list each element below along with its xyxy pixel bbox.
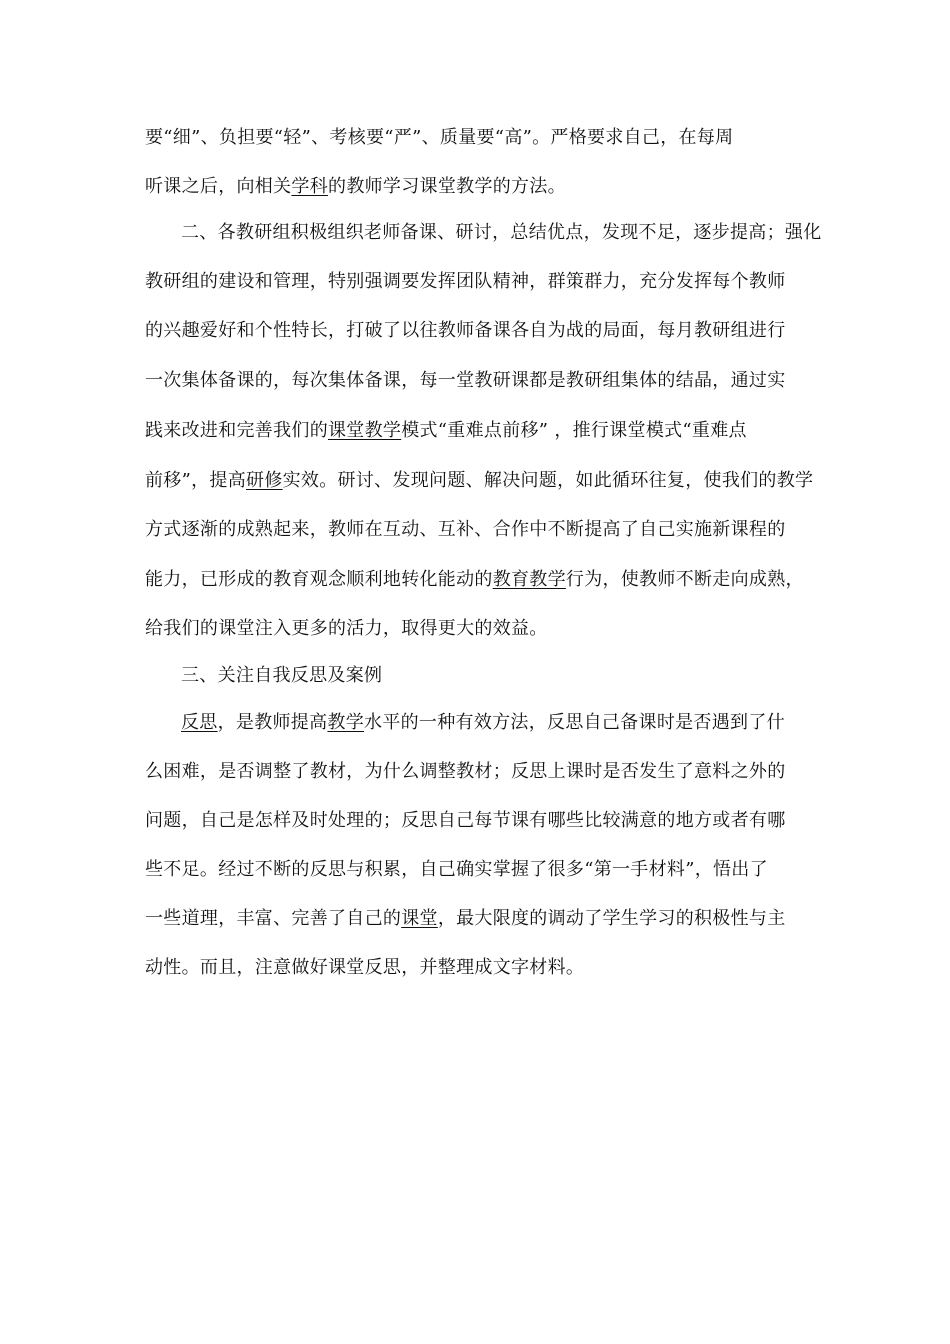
keyword-link[interactable]: 课堂教学 [328,420,402,441]
text-segment: 方式逐渐的成熟起来，教师在互动、互补、合作中不断提高了自己实施新课程的 [145,519,786,540]
text-segment: 教研组的建设和管理，特别强调要发挥团队精神，群策群力，充分发挥每个教师 [145,271,786,292]
keyword-link[interactable]: 反思 [181,712,218,733]
text-line [145,858,825,882]
text-line [145,469,825,493]
text-line [181,221,825,245]
text-segment: 些不足。经过不断的反思与积累，自己确实掌握了很多“第一手材料”，悟出了 [145,859,768,880]
keyword-link[interactable]: 课堂 [401,908,438,929]
text-line [145,617,825,641]
text-line [145,126,825,150]
text-segment: 听课之后，向相关 [145,176,292,197]
text-segment: 行为，使教师不断走向成熟， [565,569,804,590]
text-line [145,175,825,199]
text-line [145,907,825,931]
text-line [145,270,825,294]
keyword-link[interactable]: 研修 [246,470,283,491]
text-line [145,956,825,980]
text-line [145,319,825,343]
text-segment: ，是教师提高 [217,712,328,733]
text-segment: 实效。研讨、发现问题、解决问题，如此循环往复，使我们的教学 [282,470,814,491]
section-heading [181,664,825,688]
text-segment: 么困难，是否调整了教材，为什么调整教材；反思上课时是否发生了意料之外的 [145,761,786,782]
text-segment: 一次集体备课的，每次集体备课，每一堂教研课都是教研组集体的结晶，通过实 [145,370,786,391]
text-line [145,419,825,443]
keyword-link[interactable]: 教育教学 [492,569,566,590]
text-segment: 前移”，提高 [145,470,247,491]
text-segment: 动性。而且，注意做好课堂反思，并整理成文字材料。 [145,957,585,978]
text-segment: 二、各教研组积极组织老师备课、研讨，总结优点，发现不足，逐步提高；强化 [181,222,822,243]
keyword-link[interactable]: 教学 [327,712,365,733]
text-line [145,518,825,542]
text-segment: 的教师学习课堂教学的方法。 [328,176,566,197]
text-line [145,760,825,784]
text-line [145,369,825,393]
text-segment: 践来改进和完善我们的 [145,420,328,441]
text-segment: 三、关注自我反思及案例 [181,665,383,686]
text-line [145,809,825,833]
text-segment: 一些道理，丰富、完善了自己的 [145,908,402,929]
text-segment: 的兴趣爱好和个性特长，打破了以往教师备课各自为战的局面，每月教研组进行 [145,320,786,341]
text-line [181,711,825,735]
text-line [145,568,825,592]
text-segment: 要“细”、负担要“轻”、考核要“严”、质量要“高”。严格要求自己，在每周 [145,127,734,148]
text-segment: 给我们的课堂注入更多的活力，取得更大的效益。 [145,618,548,639]
text-segment: ，最大限度的调动了学生学习的积极性与主 [437,908,786,929]
text-segment: 模式“重难点前移” ，推行课堂模式“重难点 [401,420,747,441]
text-segment: 水平的一种有效方法，反思自己备课时是否遇到了什 [364,712,785,733]
text-segment: 能力，已形成的教育观念顺利地转化能动的 [145,569,493,590]
keyword-link[interactable]: 学科 [291,176,329,197]
text-segment: 问题，自己是怎样及时处理的；反思自己每节课有哪些比较满意的地方或者有哪 [145,810,786,831]
